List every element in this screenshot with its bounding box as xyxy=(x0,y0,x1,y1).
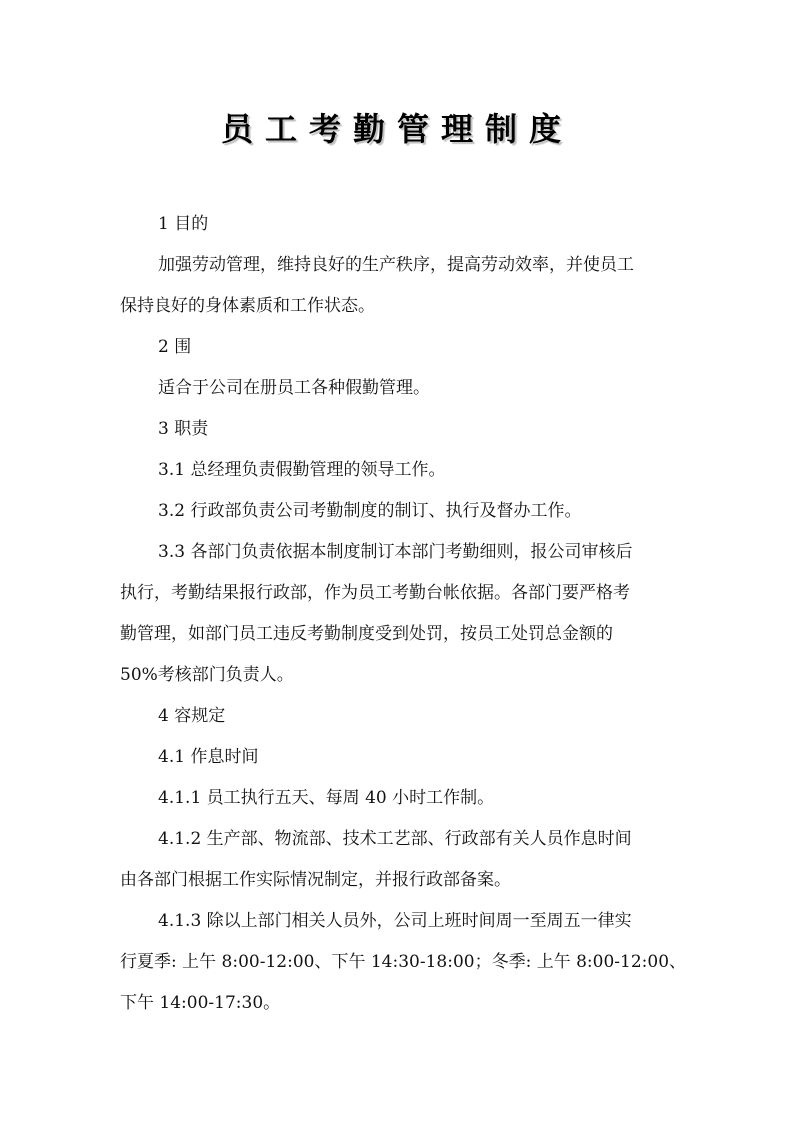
paragraph-line: 保持良好的身体素质和工作状态。 xyxy=(120,296,375,316)
subsection-heading-work-hours: 4.1 作息时间 xyxy=(158,747,259,767)
section-heading-purpose: 1 目的 xyxy=(158,214,209,234)
paragraph-line: 执行，考勤结果报行政部，作为员工考勤台帐依据。各部门要严格考 xyxy=(120,583,630,603)
paragraph-line: 3.3 各部门负责依据本制度制订本部门考勤细则，报公司审核后 xyxy=(158,542,633,562)
paragraph-line: 4.1.3 除以上部门相关人员外，公司上班时间周一至周五一律实 xyxy=(158,911,632,931)
paragraph-line: 4.1.2 生产部、物流部、技术工艺部、行政部有关人员作息时间 xyxy=(158,829,632,849)
paragraph-line: 3.1 总经理负责假勤管理的领导工作。 xyxy=(158,460,446,480)
paragraph-line: 加强劳动管理，维持良好的生产秩序，提高劳动效率，并使员工 xyxy=(158,255,634,275)
section-heading-responsibility: 3 职责 xyxy=(158,419,209,439)
paragraph-line: 勤管理，如部门员工违反考勤制度受到处罚，按员工处罚总金额的 xyxy=(120,624,613,644)
paragraph-line: 4.1.1 员工执行五天、每周 40 小时工作制。 xyxy=(158,788,495,808)
document-body xyxy=(120,204,687,1024)
paragraph-line: 由各部门根据工作实际情况制定，并报行政部备案。 xyxy=(120,870,511,890)
document-title: 员工考勤管理制度 xyxy=(220,110,573,148)
paragraph-line: 下午 14:00-17:30。 xyxy=(120,993,281,1013)
paragraph-line: 适合于公司在册员工各种假勤管理。 xyxy=(158,378,430,398)
paragraph-line: 50%考核部门负责人。 xyxy=(120,665,294,685)
paragraph-line: 行夏季: 上午 8:00-12:00、下午 14:30-18:00；冬季: 上午 8:00-12:00、 xyxy=(120,952,687,972)
section-heading-scope: 2 围 xyxy=(158,337,192,357)
paragraph-line: 3.2 行政部负责公司考勤制度的制订、执行及督办工作。 xyxy=(158,501,582,521)
section-heading-content-rules: 4 容规定 xyxy=(158,706,226,726)
